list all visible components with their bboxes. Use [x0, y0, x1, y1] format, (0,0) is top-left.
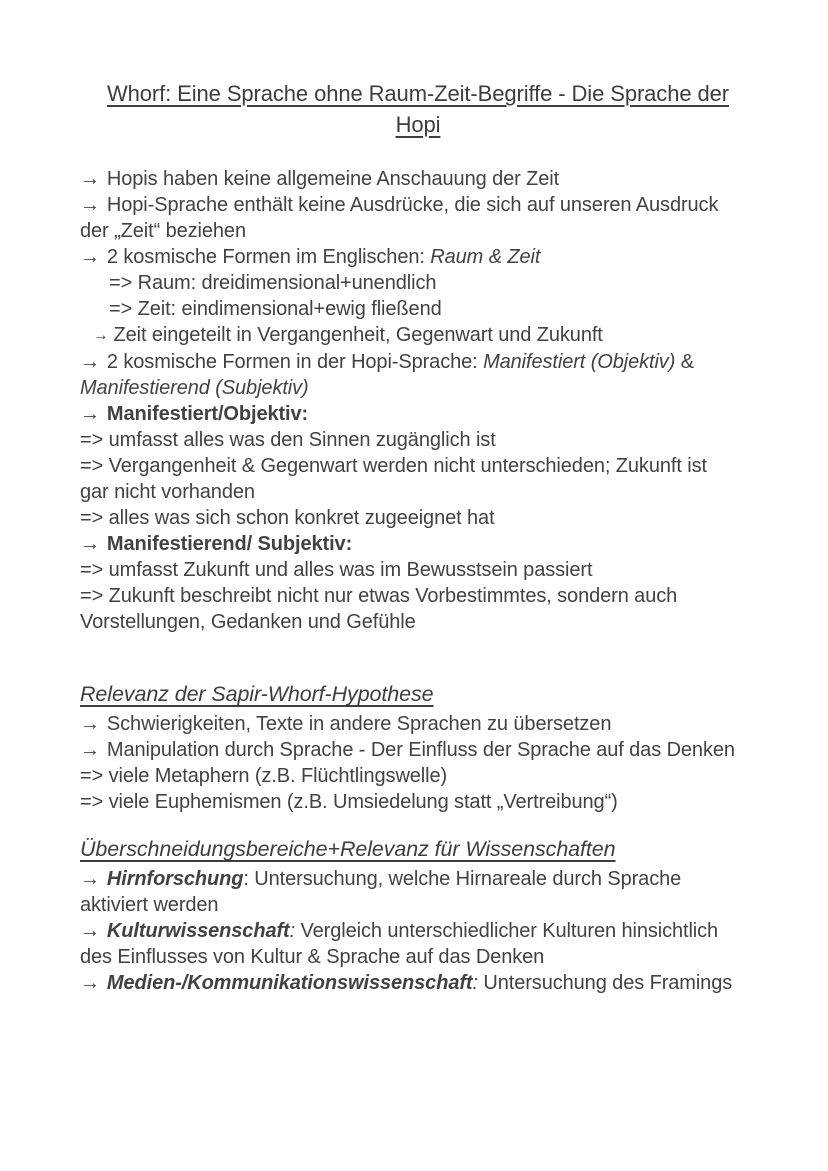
text-line — [80, 609, 756, 635]
text-segment: der „Zeit“ beziehen — [80, 220, 246, 242]
title-line — [80, 109, 756, 140]
section — [80, 679, 756, 815]
text-segment: => alles was sich schon konkret zugeeignet hat — [80, 507, 495, 529]
text-segment: : Untersuchung, welche Hirnareale durch Sprache — [243, 868, 682, 890]
text-segment: Hopis haben keine allgemeine Anschauung der Zeit — [106, 168, 560, 190]
text-segment: Hopi-Sprache enthält keine Ausdrücke, die sich auf unseren Ausdruck — [106, 194, 719, 216]
text-segment: Vergleich unterschiedlicher Kulturen hinsichtlich — [295, 920, 719, 942]
text-segment: => umfasst alles was den Sinnen zugänglich ist — [80, 429, 496, 451]
text-line — [80, 711, 756, 737]
text-line — [80, 427, 756, 453]
text-line — [80, 349, 756, 375]
text-segment: 2 kosmische Formen in der Hopi-Sprache: — [106, 351, 484, 373]
text-line — [80, 322, 756, 349]
text-segment: Medien-/Kommunikationswissenschaft — [106, 972, 473, 994]
text-line — [80, 763, 756, 789]
section — [80, 834, 756, 996]
text-line — [80, 737, 756, 763]
text-segment: aktiviert werden — [80, 894, 219, 916]
text-segment: Hirnforschung — [106, 868, 244, 890]
section-heading: Überschneidungsbereiche+Relevanz für Wissenschaften — [80, 837, 616, 861]
text-segment: Manifestierend/ Subjektiv: — [106, 533, 353, 555]
text-line — [80, 918, 756, 944]
text-line — [80, 557, 756, 583]
sub-arrow-bullet-icon: → — [93, 327, 109, 344]
arrow-bullet-icon: → — [80, 920, 100, 942]
title-text: Hopi — [395, 112, 441, 137]
text-segment: 2 kosmische Formen im Englischen: — [106, 246, 431, 268]
text-segment: => umfasst Zukunft und alles was im Bewusstsein passiert — [80, 559, 593, 581]
arrow-bullet-icon: → — [80, 194, 100, 216]
arrow-bullet-icon: → — [80, 739, 100, 761]
text-segment: => viele Euphemismen (z.B. Umsiedelung statt „Vertreibung“) — [80, 791, 618, 813]
text-segment: => Raum: dreidimensional+unendlich — [109, 272, 437, 294]
text-segment: Manifestiert (Objektiv) — [483, 351, 676, 373]
text-segment: : — [472, 972, 478, 994]
text-segment: Schwierigkeiten, Texte in andere Sprachen zu übersetzen — [106, 713, 612, 735]
text-segment: Vorstellungen, Gedanken und Gefühle — [80, 611, 416, 633]
text-segment: Kulturwissenschaft — [106, 920, 290, 942]
text-line — [80, 166, 756, 192]
text-line — [80, 401, 756, 427]
arrow-bullet-icon: → — [80, 351, 100, 373]
arrow-bullet-icon: → — [80, 246, 100, 268]
text-line — [80, 218, 756, 244]
section-heading: Relevanz der Sapir-Whorf-Hypothese — [80, 682, 434, 706]
text-line — [80, 296, 756, 322]
arrow-bullet-icon: → — [80, 533, 100, 555]
document-body — [80, 166, 756, 996]
text-segment: : — [289, 920, 296, 942]
text-line — [80, 892, 756, 918]
text-line — [80, 244, 756, 270]
text-line — [80, 192, 756, 218]
text-segment: & — [675, 351, 694, 373]
text-segment: Raum & Zeit — [430, 246, 541, 268]
text-line — [80, 453, 756, 479]
text-line — [80, 505, 756, 531]
document-title — [80, 78, 756, 140]
title-line — [80, 78, 756, 109]
text-line — [80, 375, 756, 401]
text-line — [80, 866, 756, 892]
text-segment: Zeit eingeteilt in Vergangenheit, Gegenwart und Zukunft — [113, 324, 603, 346]
section — [80, 166, 756, 635]
text-segment: => Vergangenheit & Gegenwart werden nicht unterschieden; Zukunft ist — [80, 455, 707, 477]
arrow-bullet-icon: → — [80, 403, 100, 425]
text-line — [80, 270, 756, 296]
text-line — [80, 479, 756, 505]
text-segment: => Zeit: eindimensional+ewig fließend — [109, 298, 442, 320]
text-segment: Untersuchung des Framings — [477, 972, 733, 994]
text-line — [80, 944, 756, 970]
text-segment: des Einflusses von Kultur & Sprache auf das Denken — [80, 946, 545, 968]
text-segment: gar nicht vorhanden — [80, 481, 255, 503]
text-segment: => Zukunft beschreibt nicht nur etwas Vorbestimmtes, sondern auch — [80, 585, 678, 607]
text-segment: Manifestierend (Subjektiv) — [80, 377, 309, 399]
text-segment: Manifestiert/Objektiv: — [106, 403, 309, 425]
text-line — [80, 789, 756, 815]
arrow-bullet-icon: → — [80, 868, 100, 890]
arrow-bullet-icon: → — [80, 168, 100, 190]
arrow-bullet-icon: → — [80, 972, 100, 994]
text-segment: => viele Metaphern (z.B. Flüchtlingswelle) — [80, 765, 448, 787]
text-line — [80, 970, 756, 996]
arrow-bullet-icon: → — [80, 713, 100, 735]
text-line — [80, 583, 756, 609]
text-segment: Manipulation durch Sprache - Der Einfluss der Sprache auf das Denken — [106, 739, 735, 761]
title-text: Whorf: Eine Sprache ohne Raum-Zeit-Begriffe - Die Sprache der — [106, 81, 729, 106]
text-line — [80, 531, 756, 557]
